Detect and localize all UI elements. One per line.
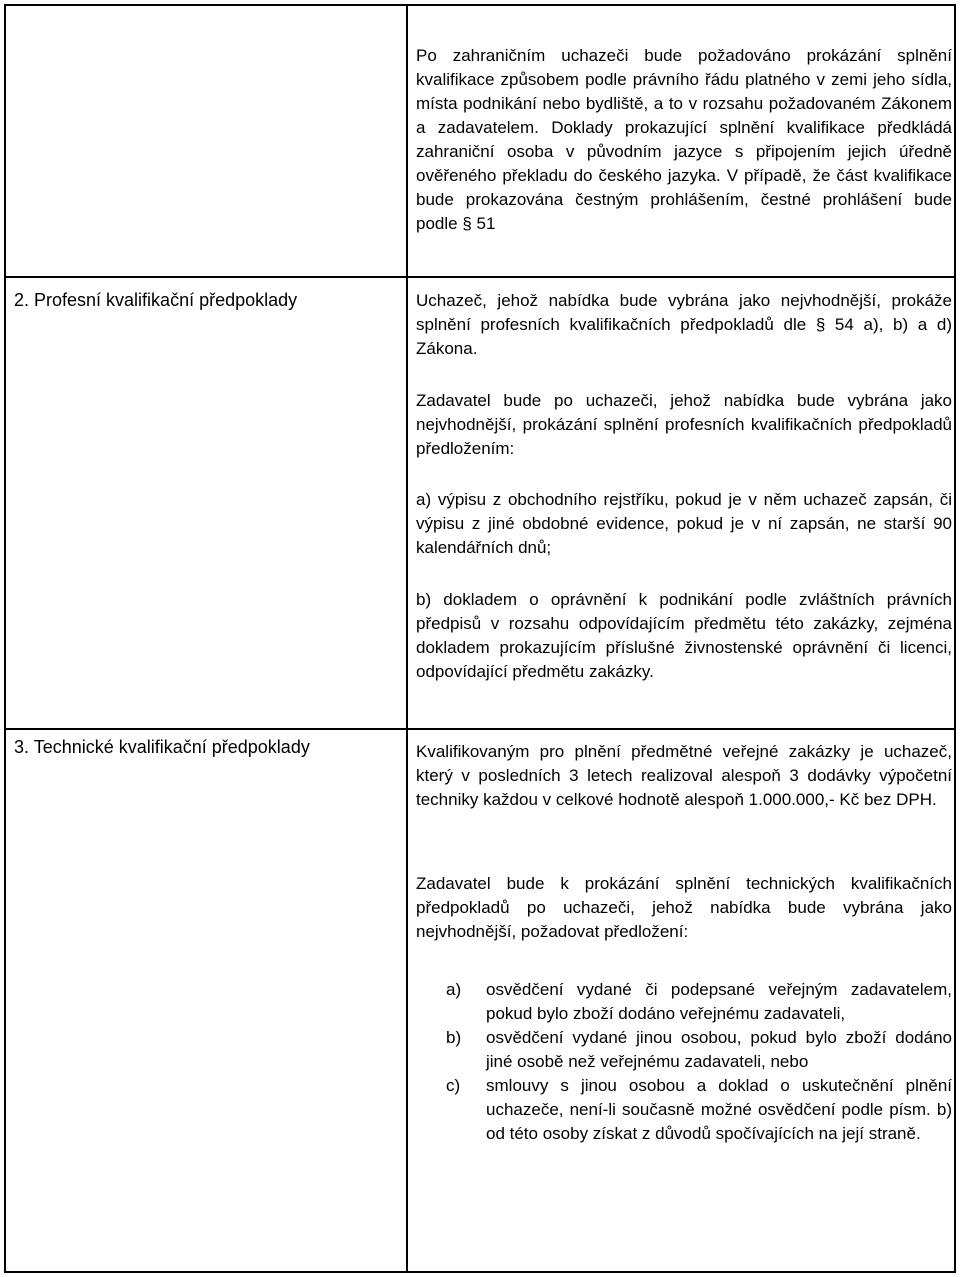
technical-document-list xyxy=(416,978,952,1146)
professional-intro-paragraph: Uchazeč, jehož nabídka bude vybrána jako nejvhodnější, prokáže splnění profesních kvalifikačních předpokladů dle § 54 a), b) a d) Zákona. xyxy=(416,291,952,358)
row-divider-1 xyxy=(6,276,954,278)
column-divider xyxy=(406,6,408,1271)
list-marker: a) xyxy=(446,980,462,999)
technical-qualification-label: 3. Technické kvalifikační předpoklady xyxy=(14,737,310,757)
professional-qualification-label: 2. Profesní kvalifikační předpoklady xyxy=(14,290,298,310)
technical-requirement-paragraph: Zadavatel bude k prokázání splnění technických kvalifikačních předpokladů po uchazeči, jehož nabídka bude vybrána jako nejvhodnější, požadovat předložení: xyxy=(416,874,952,941)
professional-item-b: b) dokladem o oprávnění k podnikání podle zvláštních právních předpisů v rozsahu odpovídajícím předmětu této zakázky, zejména dokladem prokazujícím příslušné živnostenské oprávnění či licenci, odpovídající předmětu zakázky. xyxy=(416,590,952,681)
list-item-text: smlouvy s jinou osobou a doklad o uskutečnění plnění uchazeče, není-li současně možné osvědčení podle písm. b) od této osoby získat z důvodů spočívajících na její straně. xyxy=(486,1076,952,1143)
list-item xyxy=(416,978,952,1026)
list-marker: c) xyxy=(446,1076,461,1095)
list-marker: b) xyxy=(446,1028,462,1047)
list-item xyxy=(416,1026,952,1074)
list-item-text: osvědčení vydané či podepsané veřejným zadavatelem, pokud bylo zboží dodáno veřejnému zadavateli, xyxy=(486,980,952,1023)
professional-requirement-paragraph: Zadavatel bude po uchazeči, jehož nabídka bude vybrána jako nejvhodnější, prokázání splnění profesních kvalifikačních předpokladů předložením: xyxy=(416,391,952,458)
foreign-applicant-paragraph: Po zahraničním uchazeči bude požadováno prokázání splnění kvalifikace způsobem podle právního řádu platného v zemi jeho sídla, místa podnikání nebo bydliště, a to v rozsahu požadovaném Zákonem a zadavatelem. Doklady prokazující splnění kvalifikace předkládá zahraniční osoba v původním jazyce s připojením jejich úředně ověřeného překladu do českého jazyka. V případě, že část kvalifikace bude prokazována čestným prohlášením, čestné prohlášení bude podle § 51 xyxy=(416,46,952,233)
professional-item-a: a) výpisu z obchodního rejstříku, pokud je v něm uchazeč zapsán, či výpisu z jiné obdobné evidence, pokud je v ní zapsán, ne starší 90 kalendářních dnů; xyxy=(416,490,952,557)
list-item xyxy=(416,1074,952,1146)
list-item-text: osvědčení vydané jinou osobou, pokud bylo zboží dodáno jiné osobě než veřejnému zadavateli, nebo xyxy=(486,1028,952,1071)
technical-intro-paragraph: Kvalifikovaným pro plnění předmětné veřejné zakázky je uchazeč, který v posledních 3 letech realizoval alespoň 3 dodávky výpočetní techniky každou v celkové hodnotě alespoň 1.000.000,- Kč bez DPH. xyxy=(416,742,952,809)
requirements-table xyxy=(4,4,956,1273)
row-divider-2 xyxy=(6,728,954,730)
